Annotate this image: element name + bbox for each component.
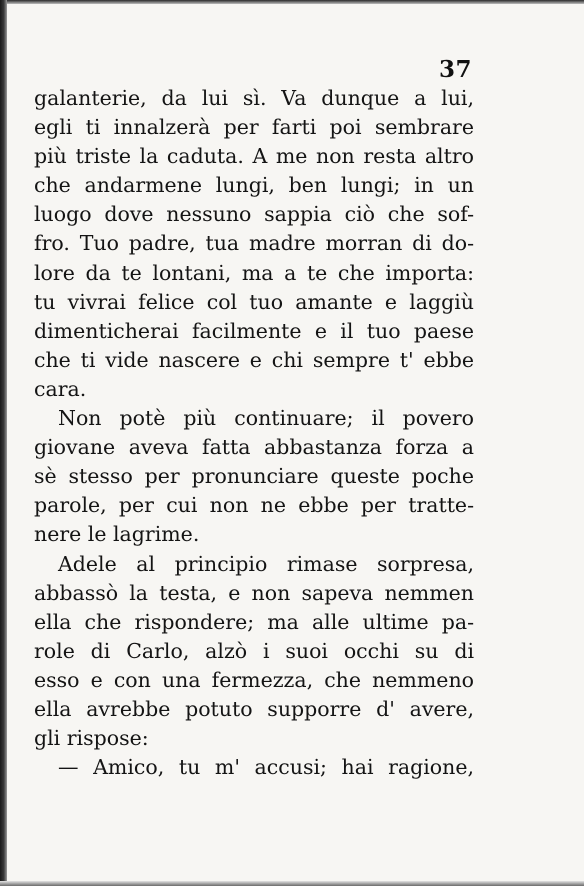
- text-line: fro. Tuo padre, tua madre morran di do-: [34, 231, 474, 256]
- text-line: tu vivrai felice col tuo amante e laggiù: [34, 289, 474, 314]
- text-line: più triste la caduta. A me non resta altro: [34, 144, 474, 169]
- text-line: che ti vide nascere e chi sempre t' ebbe: [34, 347, 474, 372]
- text-line: — Amico, tu m' accusi; hai ragione,: [58, 755, 474, 780]
- page-number: 37: [438, 56, 472, 83]
- text-line: abbassò la testa, e non sapeva nemmen: [34, 580, 474, 605]
- text-line: giovane aveva fatta abbastanza forza a: [34, 435, 474, 460]
- text-line: che andarmene lungi, ben lungi; in un: [34, 173, 474, 198]
- text-line: gli rispose:: [34, 726, 149, 751]
- text-line: ella avrebbe potuto supporre d' avere,: [34, 696, 474, 721]
- text-line: role di Carlo, alzò i suoi occhi su di: [34, 638, 474, 663]
- text-line: galanterie, da lui sì. Va dunque a lui,: [34, 86, 474, 110]
- text-line: Adele al principio rimase sorpresa,: [58, 551, 474, 576]
- text-line: luogo dove nessuno sappia ciò che sof-: [34, 202, 474, 227]
- text-line: nere le lagrime.: [34, 522, 200, 547]
- text-line: ella che rispondere; ma alle ultime pa-: [34, 609, 474, 634]
- scan-edge-top: [0, 0, 584, 4]
- scan-edge-left: [0, 0, 7, 886]
- text-line: cara.: [34, 376, 87, 401]
- text-line: parole, per cui non ne ebbe per tratte-: [34, 493, 474, 518]
- text-line: lore da te lontani, ma a te che importa:: [34, 260, 474, 285]
- text-line: esso e con una fermezza, che nemmeno: [34, 667, 474, 692]
- scan-edge-bottom: [0, 881, 584, 886]
- text-line: dimenticherai facilmente e il tuo paese: [34, 318, 474, 343]
- body-text: [34, 84, 474, 782]
- text-line: egli ti innalzerà per farti poi sembrare: [34, 115, 474, 140]
- text-line: Non potè più continuare; il povero: [58, 406, 474, 431]
- text-line: sè stesso per pronunciare queste poche: [34, 464, 474, 489]
